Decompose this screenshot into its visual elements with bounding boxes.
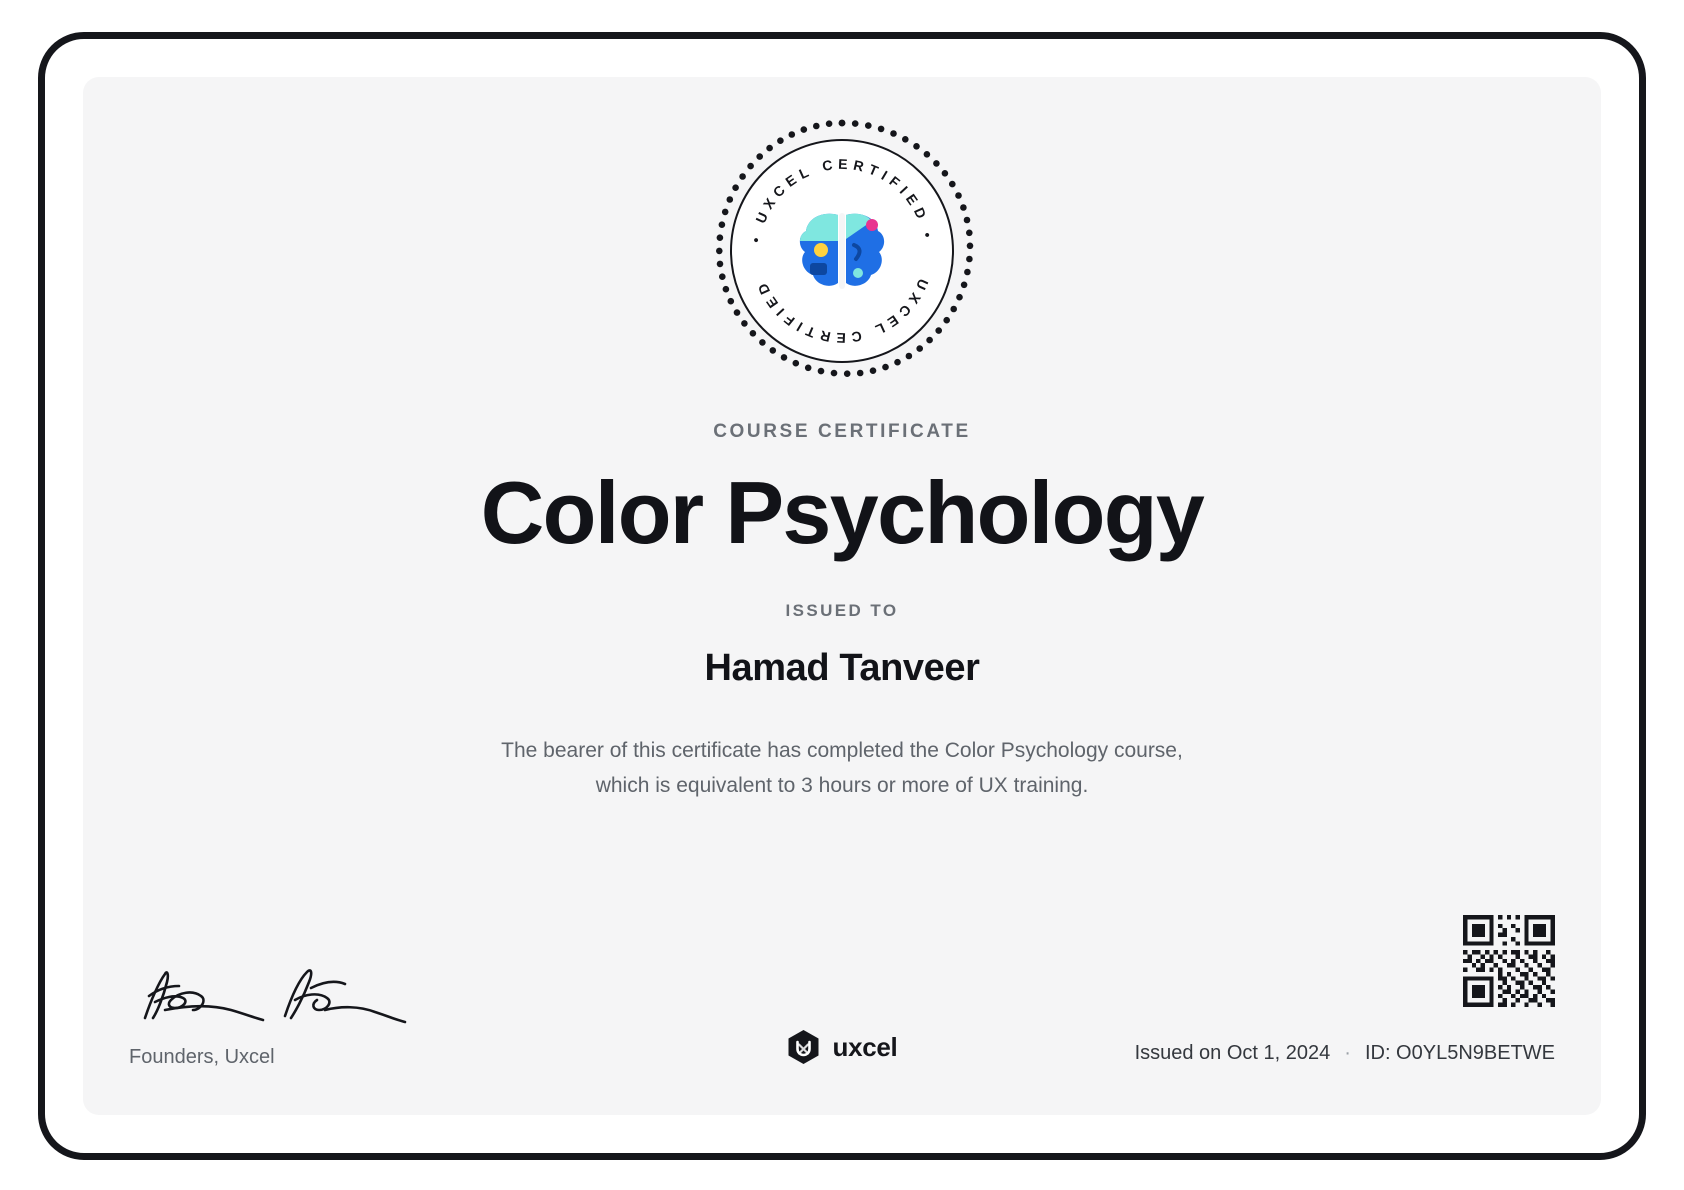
svg-text:• UXCEL CERTIFIED •: • UXCEL CERTIFIED • bbox=[747, 155, 937, 244]
recipient-name: Hamad Tanveer bbox=[704, 647, 980, 690]
certificate-frame bbox=[38, 32, 1646, 1160]
founders-label: Founders, Uxcel bbox=[129, 1046, 275, 1068]
issue-info bbox=[1135, 1042, 1555, 1065]
certification-seal bbox=[706, 115, 978, 387]
issued-to-label: ISSUED TO bbox=[785, 601, 899, 621]
certificate-body bbox=[83, 77, 1601, 1115]
course-title: Color Psychology bbox=[480, 463, 1204, 562]
certificate-type-label: COURSE CERTIFICATE bbox=[713, 421, 971, 442]
brain-icon bbox=[794, 209, 890, 293]
brand-name: uxcel bbox=[832, 1031, 898, 1062]
svg-text:UXCEL CERTIFIED: UXCEL CERTIFIED bbox=[752, 276, 932, 347]
signature-icon bbox=[135, 960, 435, 1032]
qr-code-icon bbox=[1463, 915, 1555, 1007]
description-line-1: The bearer of this certificate has completed the Color Psychology course, bbox=[501, 739, 1183, 763]
separator-dot: · bbox=[1344, 1042, 1351, 1064]
certificate-footer bbox=[83, 909, 1601, 1069]
issue-date: Issued on Oct 1, 2024 bbox=[1134, 1042, 1331, 1064]
signature-block bbox=[129, 960, 489, 1069]
description-line-2: which is equivalent to 3 hours or more of UX training. bbox=[595, 774, 1089, 798]
uxcel-cube-icon bbox=[787, 1029, 821, 1065]
certificate-id: ID: O0YL5N9BETWE bbox=[1364, 1042, 1555, 1064]
certificate-description bbox=[501, 734, 1183, 803]
brand-block bbox=[787, 1029, 898, 1065]
